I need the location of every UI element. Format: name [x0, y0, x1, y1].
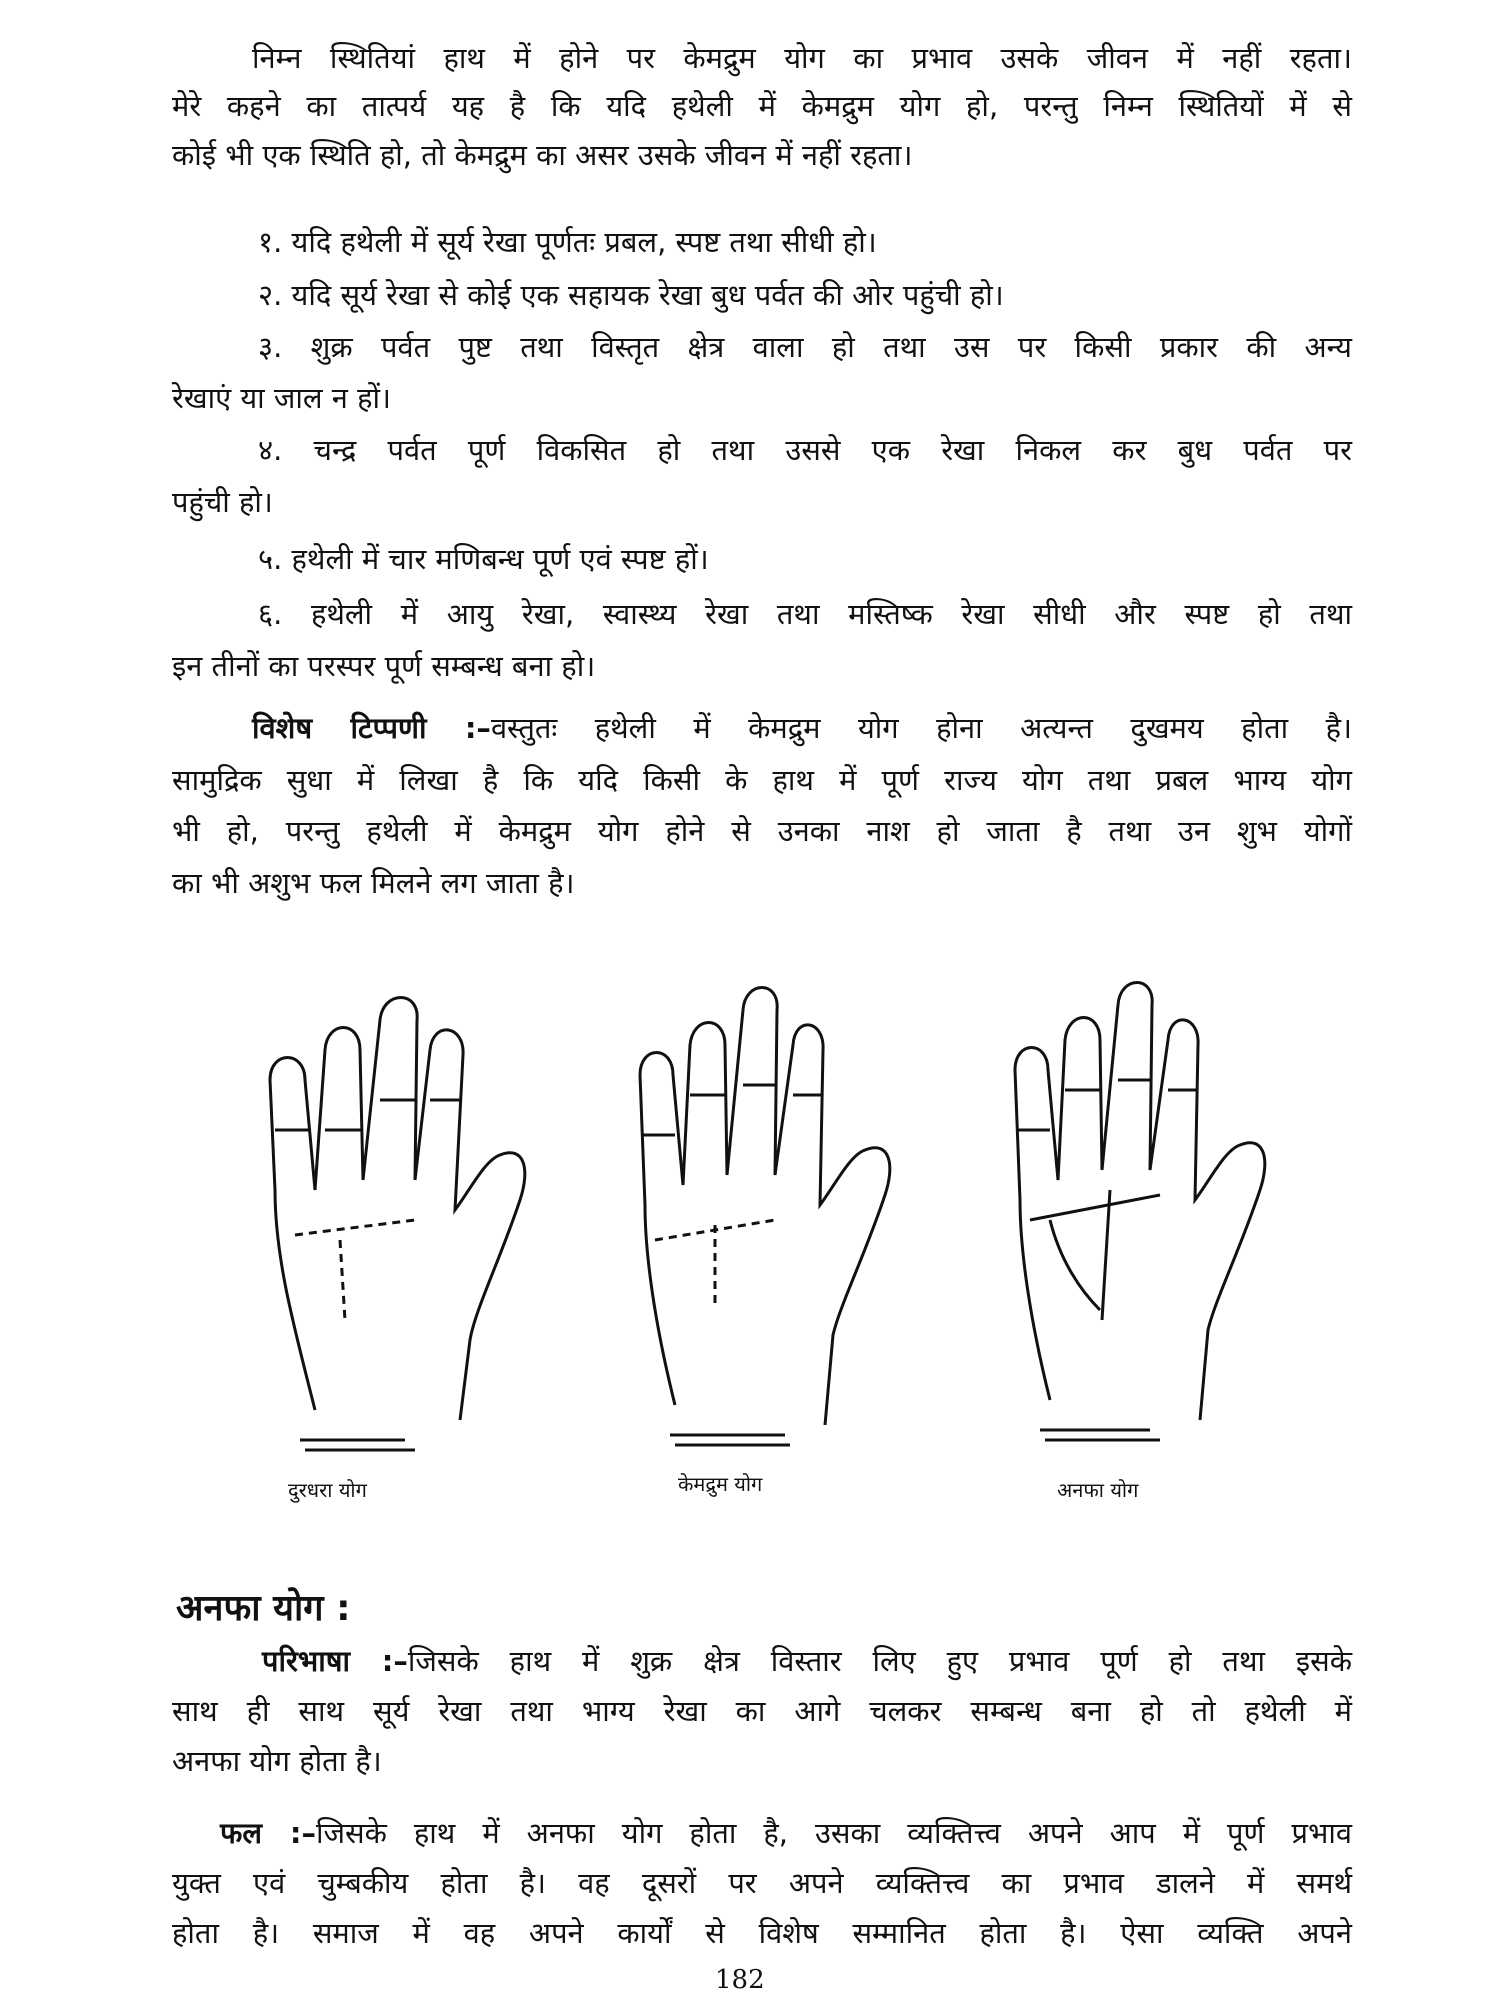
figure-caption: अनफा योग [1057, 1478, 1139, 1502]
result-line [220, 1813, 1352, 1853]
result-line: युक्त एवं चुम्बकीय होता है। वह दूसरों पर अपने व्यक्तित्त्व का प्रभाव डालने में समर्थ [172, 1866, 1352, 1900]
page-number: 182 [715, 1965, 765, 1995]
section-heading: अनफा योग : [176, 1588, 351, 1629]
condition-item: रेखाएं या जाल न हों। [172, 381, 392, 415]
condition-item: २. यदि सूर्य रेखा से कोई एक सहायक रेखा बुध पर्वत की ओर पहुंची हो। [258, 278, 1004, 312]
condition-item: इन तीनों का परस्पर पूर्ण सम्बन्ध बना हो। [172, 649, 596, 683]
hand-figure-durdhara [255, 990, 555, 1460]
intro-line: कोई भी एक स्थिति हो, तो केमद्रुम का असर उसके जीवन में नहीं रहता। [172, 138, 913, 172]
note-label: विशेष टिप्पणी :– [252, 711, 491, 745]
figure-caption: केमद्रुम योग [678, 1472, 763, 1496]
figure-caption: दुरधरा योग [288, 1478, 367, 1502]
condition-item: ३. शुक्र पर्वत पुष्ट तथा विस्तृत क्षेत्र वाला हो तथा उस पर किसी प्रकार की अन्य [258, 330, 1352, 364]
intro-line: मेरे कहने का तात्पर्य यह है कि यदि हथेली में केमद्रुम योग हो, परन्तु निम्न स्थितियों में से [172, 89, 1352, 123]
definition-line: साथ ही साथ सूर्य रेखा तथा भाग्य रेखा का आगे चलकर सम्बन्ध बना हो तो हथेली में [172, 1694, 1352, 1728]
hand-figure-kemadruma [615, 985, 915, 1455]
condition-item: ४. चन्द्र पर्वत पूर्ण विकसित हो तथा उससे एक रेखा निकल कर बुध पर्वत पर [258, 433, 1352, 467]
result-line: होता है। समाज में वह अपने कार्यों से विशेष सम्मानित होता है। ऐसा व्यक्ति अपने [172, 1916, 1352, 1950]
note-text: वस्तुतः हथेली में केमद्रुम योग होना अत्यन्त दुखमय होता है। [490, 711, 1352, 745]
note-line: भी हो, परन्तु हथेली में केमद्रुम योग होने से उनका नाश हो जाता है तथा उन शुभ योगों [172, 814, 1352, 848]
note-line: सामुद्रिक सुधा में लिखा है कि यदि किसी के हाथ में पूर्ण राज्य योग तथा प्रबल भाग्य योग [172, 763, 1352, 797]
definition-text: जिसके हाथ में शुक्र क्षेत्र विस्तार लिए हुए प्रभाव पूर्ण हो तथा इसके [407, 1644, 1352, 1678]
note-line [252, 708, 1352, 748]
definition-label: परिभाषा :– [262, 1644, 408, 1678]
condition-item: पहुंची हो। [172, 485, 273, 519]
definition-line: अनफा योग होता है। [172, 1744, 382, 1778]
condition-item: ६. हथेली में आयु रेखा, स्वास्थ्य रेखा तथा मस्तिष्क रेखा सीधी और स्पष्ट हो तथा [258, 597, 1352, 631]
condition-item: ५. हथेली में चार मणिबन्ध पूर्ण एवं स्पष्ट हों। [258, 542, 709, 576]
result-text: जिसके हाथ में अनफा योग होता है, उसका व्यक्तित्त्व अपने आप में पूर्ण प्रभाव [316, 1816, 1352, 1850]
hand-figure-anapha [990, 980, 1290, 1450]
definition-line [262, 1641, 1352, 1681]
intro-line: निम्न स्थितियां हाथ में होने पर केमद्रुम योग का प्रभाव उसके जीवन में नहीं रहता। [252, 41, 1352, 75]
condition-item: १. यदि हथेली में सूर्य रेखा पूर्णतः प्रबल, स्पष्ट तथा सीधी हो। [258, 225, 877, 259]
result-label: फल :– [220, 1816, 316, 1850]
note-line: का भी अशुभ फल मिलने लग जाता है। [172, 866, 575, 900]
